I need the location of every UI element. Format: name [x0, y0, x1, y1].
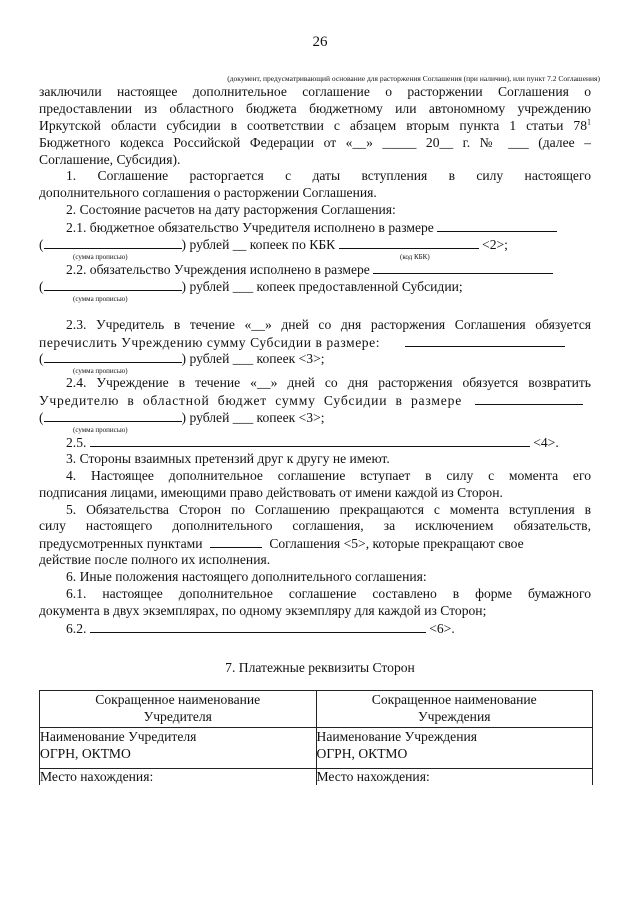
intro-line-5: Соглашение, Субсидия). — [39, 151, 181, 167]
clause-2-1-line-1: 2.1. бюджетное обязательство Учредителя исполнено в размере — [39, 219, 591, 236]
blank-field — [44, 350, 182, 363]
clause-6-1-line-2: документа в двух экземплярах, по одному экземпляру для каждой из Сторон; — [39, 602, 487, 618]
requisites-table — [39, 690, 593, 785]
clause-2-1-line-2: ( ) рублей __ копеек по КБК <2>; — [39, 237, 508, 253]
blank-field — [405, 334, 565, 347]
table-row — [40, 728, 593, 769]
blank-field — [44, 236, 182, 249]
header-institution: Сокращенное наименование Учреждения — [316, 691, 593, 728]
top-note: (документ, предусматривающий основание для расторжения Соглашения (при наличии), или пункт 7.2 Соглашения) — [227, 74, 600, 83]
clause-2-4-line-1: 2.4. Учреждение в течение «__» дней со дня расторжения обязуется возвратить — [66, 375, 591, 391]
clause-6: 6. Иные положения настоящего дополнительного соглашения: — [66, 569, 427, 585]
founder-location-cell: Место нахождения: — [40, 769, 317, 786]
footnote-mark: 1 — [587, 117, 591, 127]
clause-2-4-notes: (сумма прописью) — [73, 426, 128, 435]
clause-1-line-2: дополнительного соглашения о расторжении Соглашения. — [39, 185, 377, 201]
page-number: 26 — [312, 34, 328, 50]
clause-2: 2. Состояние расчетов на дату расторжения Соглашения: — [66, 202, 396, 218]
clause-2-4-line-3: ( ) рублей ___ копеек <3>; — [39, 410, 325, 426]
blank-field — [90, 434, 530, 447]
clause-2-5: 2.5. <4>. — [66, 435, 559, 451]
blank-field — [437, 219, 557, 232]
clause-2-1-notes: (сумма прописью) (код КБК) — [73, 252, 430, 261]
clause-4-line-2: подписания лицами, имеющими право действовать от имени каждой из Сторон. — [39, 484, 503, 500]
document-body — [39, 84, 591, 637]
intro-line-4: Бюджетного кодекса Российской Федерации от «__» _____ 20__ г. № ___ (далее – — [39, 134, 591, 150]
clause-6-2: 6.2. <6>. — [66, 620, 455, 636]
clause-5-line-2: силу настоящего дополнительного соглашения, за исключением обязательств, — [39, 518, 591, 534]
founder-name-cell: Наименование Учредителя ОГРН, ОКТМО — [40, 728, 317, 769]
clause-5-line-4: действие после полного их исполнения. — [39, 552, 271, 568]
intro-line-1: заключили настоящее дополнительное соглашение о расторжении Соглашения о — [39, 84, 591, 99]
blank-field — [210, 535, 262, 548]
clause-5-line-3: предусмотренных пунктами Соглашения <5>, которые прекращают свое — [39, 536, 524, 552]
blank-field — [90, 620, 426, 633]
clause-2-4-line-2: Учредителю в областной бюджет сумму Субсидии в размере — [39, 392, 591, 409]
table-row — [40, 769, 593, 786]
clause-1-line-1: 1. Соглашение расторгается с даты вступления в силу настоящего — [66, 168, 591, 184]
clause-3: 3. Стороны взаимных претензий друг к другу не имеют. — [66, 450, 390, 466]
clause-2-2-line-1: 2.2. обязательство Учреждения исполнено в размере — [39, 261, 591, 278]
clause-2-2-notes: (сумма прописью) — [73, 294, 128, 303]
header-founder: Сокращенное наименование Учредителя — [40, 691, 317, 728]
institution-location-cell: Место нахождения: — [316, 769, 593, 786]
table-row — [40, 691, 593, 728]
blank-field — [475, 392, 583, 405]
section-title: 7. Платежные реквизиты Сторон — [225, 660, 415, 675]
clause-4-line-1: 4. Настоящее дополнительное соглашение вступает в силу с момента его — [66, 467, 591, 483]
blank-field — [44, 278, 182, 291]
intro-line-2: предоставлении из областного бюджета бюджетному или автономному учреждению — [39, 100, 591, 116]
intro-line-3-text: Иркутской области субсидии в соответствии с абзацем вторым пункта 1 статьи 78 — [39, 117, 587, 133]
clause-2-3-notes: (сумма прописью) — [73, 367, 128, 376]
blank-field — [339, 236, 479, 249]
blank-field — [373, 261, 553, 274]
institution-name-cell: Наименование Учреждения ОГРН, ОКТМО — [316, 728, 593, 769]
clause-5-line-1: 5. Обязательства Сторон по Соглашению прекращаются с момента вступления в — [66, 501, 591, 517]
blank-field — [44, 409, 182, 422]
clause-2-3-line-2: перечислить Учреждению сумму Субсидии в размере: — [39, 334, 591, 351]
clause-6-1-line-1: 6.1. настоящее дополнительное соглашение составлено в форме бумажного — [66, 586, 591, 602]
clause-2-3-line-3: ( ) рублей ___ копеек <3>; — [39, 351, 325, 367]
intro-line-3 — [39, 118, 591, 135]
clause-2-3-line-1: 2.3. Учредитель в течение «__» дней со дня расторжения Соглашения обязуется — [66, 316, 591, 332]
clause-2-2-line-2: ( ) рублей ___ копеек предоставленной Субсидии; — [39, 278, 463, 294]
